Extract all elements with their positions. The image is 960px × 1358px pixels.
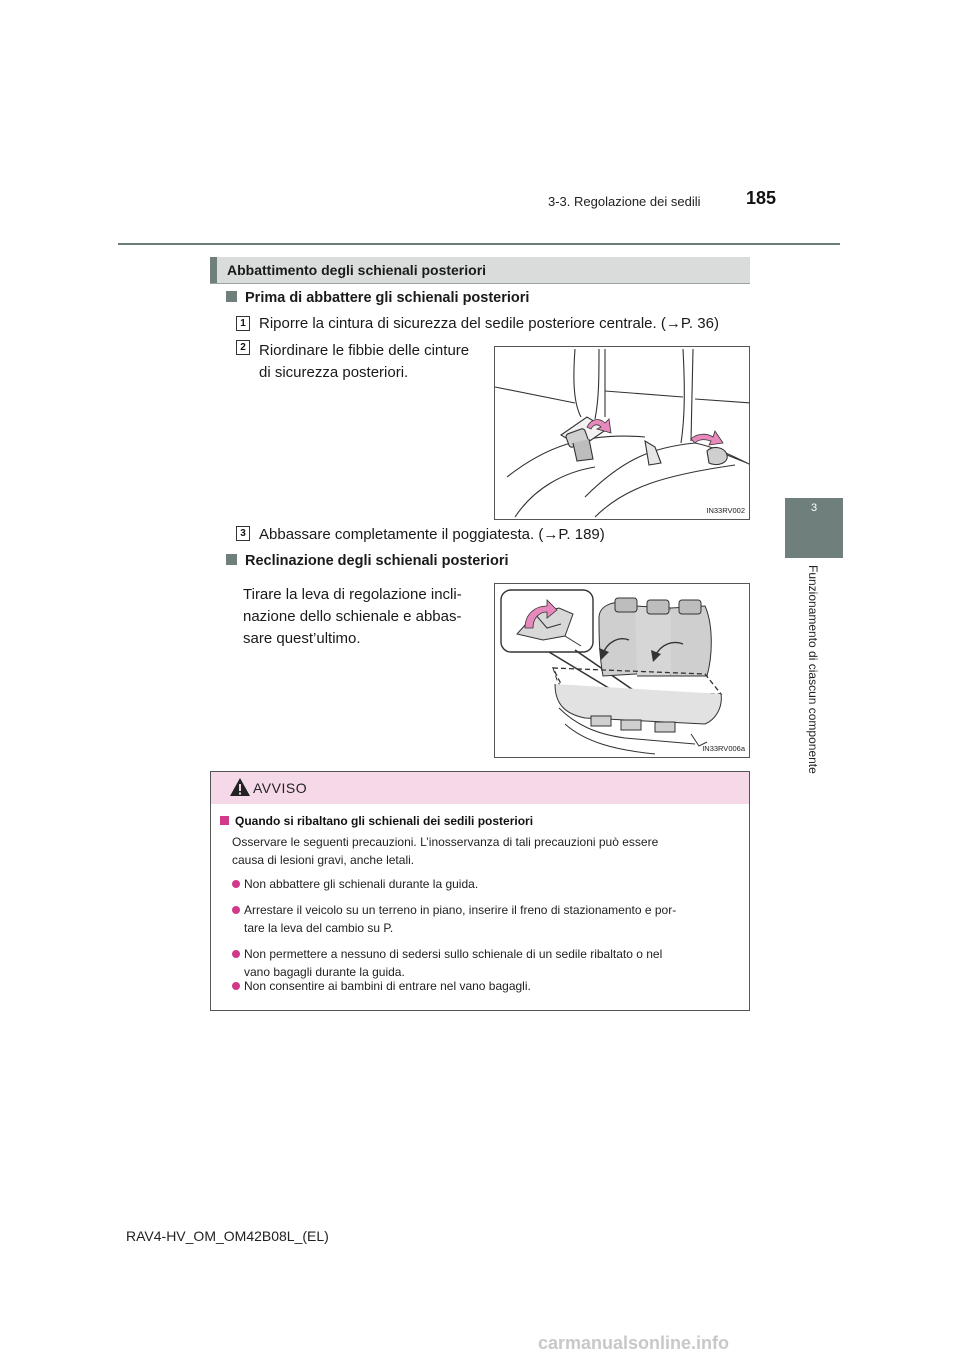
bullet-dot-icon xyxy=(232,982,240,990)
header-section-title: 3-3. Regolazione dei sedili xyxy=(548,194,701,209)
step-badge-3: 3 xyxy=(236,526,250,541)
bullet-dot-icon xyxy=(232,880,240,888)
page-number: 185 xyxy=(746,188,777,208)
chapter-tab-number: 3 xyxy=(810,502,818,514)
warning-bullet-2-line-2: tare la leva del cambio su P. xyxy=(244,921,394,935)
subheading-before-folding xyxy=(226,290,529,306)
warning-bullet-3-line-2: vano bagagli durante la guida. xyxy=(244,965,405,979)
figure-code: IN33RV006a xyxy=(702,744,745,753)
chapter-side-label: Funzionamento di ciascun componente xyxy=(806,565,820,774)
header-rule xyxy=(118,243,840,245)
bullet-dot-icon xyxy=(232,950,240,958)
seat-buckles-illustration xyxy=(495,347,750,520)
figure-code: IN33RV002 xyxy=(706,506,745,515)
warning-triangle-icon xyxy=(229,777,251,797)
watermark: carmanualsonline.info xyxy=(538,1333,730,1353)
reclining-seats-illustration xyxy=(495,584,750,758)
warning-intro-line-2: causa di lesioni gravi, anche letali. xyxy=(232,853,415,867)
warning-bullet-4-line-1: Non consentire ai bambini di entrare nel vano bagagli. xyxy=(244,979,531,993)
warning-bullet-3 xyxy=(232,945,747,981)
section-title: Abbattimento degli schienali posteriori xyxy=(227,262,487,278)
reclining-line-2: nazione dello schienale e abbas- xyxy=(243,608,462,625)
step-badge-1: 1 xyxy=(236,316,250,331)
warning-bullet-3-line-1: Non permettere a nessuno di sedersi sullo schienale di un sedile ribaltato o nel xyxy=(244,947,663,961)
warning-heading-text: Quando si ribaltano gli schienali dei sedili posteriori xyxy=(235,814,534,828)
step-3-text: Abbassare completamente il poggiatesta. (→P. 189) xyxy=(259,526,605,543)
warning-box xyxy=(210,771,750,1011)
subheading-reclining xyxy=(226,553,509,569)
figure-reclining-seats xyxy=(494,583,750,758)
square-bullet-icon xyxy=(226,554,237,565)
square-bullet-icon xyxy=(220,816,229,825)
figure-seat-buckles xyxy=(494,346,750,520)
warning-header xyxy=(211,772,749,804)
step-2-line-2: di sicurezza posteriori. xyxy=(259,364,409,381)
warning-intro-line-1: Osservare le seguenti precauzioni. L’inosservanza di tali precauzioni può essere xyxy=(232,835,659,849)
bullet-dot-icon xyxy=(232,906,240,914)
subheading-reclining-text: Reclinazione degli schienali posteriori xyxy=(245,553,509,569)
warning-bullet-1-line-1: Non abbattere gli schienali durante la guida. xyxy=(244,877,479,891)
section-title-bar xyxy=(210,257,750,283)
subheading-before-folding-text: Prima di abbattere gli schienali posteriori xyxy=(245,290,530,306)
warning-title: AVVISO xyxy=(253,780,308,796)
warning-bullet-2-line-1: Arrestare il veicolo su un terreno in piano, inserire il freno di stazionamento e por- xyxy=(244,903,677,917)
footer-document-code: RAV4-HV_OM_OM42B08L_(EL) xyxy=(126,1228,329,1244)
step-2-line-1: Riordinare le fibbie delle cinture xyxy=(259,342,470,359)
warning-bullet-1 xyxy=(232,875,747,893)
section-bar-underline xyxy=(210,283,750,284)
warning-bullet-4 xyxy=(232,977,747,995)
square-bullet-icon xyxy=(226,291,237,302)
step-1-text: Riporre la cintura di sicurezza del sedile posteriore centrale. (→P. 36) xyxy=(259,315,719,332)
warning-bullet-2 xyxy=(232,901,747,937)
warning-heading xyxy=(220,814,533,828)
step-badge-2: 2 xyxy=(236,340,250,355)
reclining-line-1: Tirare la leva di regolazione incli- xyxy=(243,586,462,603)
reclining-line-3: sare quest’ultimo. xyxy=(243,630,361,647)
